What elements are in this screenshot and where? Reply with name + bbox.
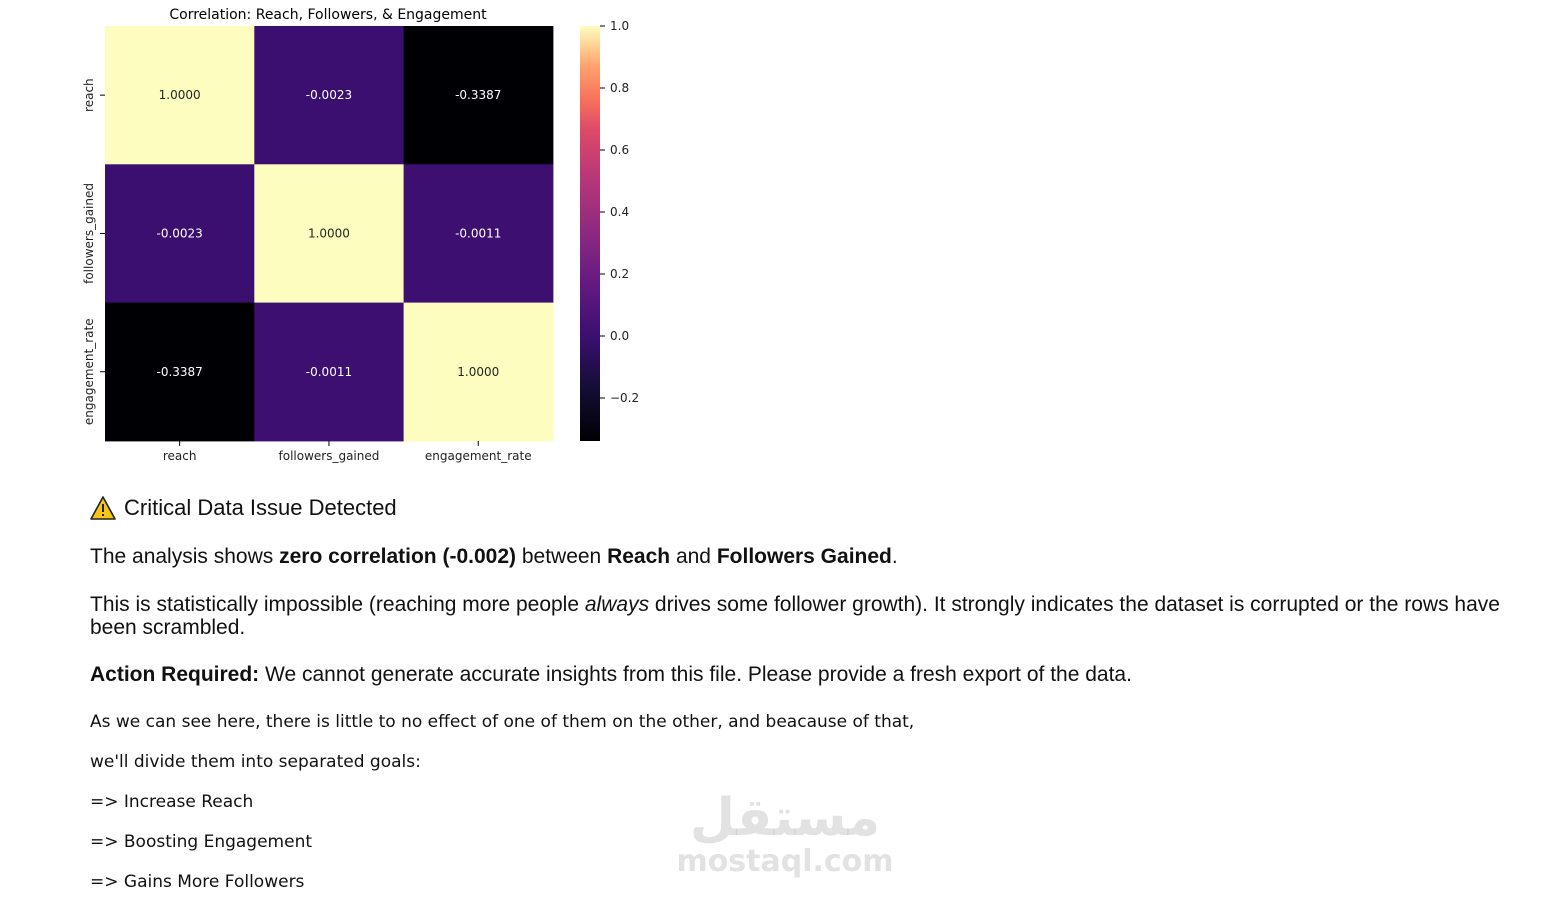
colorbar xyxy=(580,26,600,441)
goal-item: => Increase Reach xyxy=(90,792,254,812)
goal-item: => Boosting Engagement xyxy=(90,832,313,852)
row-label: reach xyxy=(82,78,96,112)
analysis-paragraph: The analysis shows zero correlation (-0.002) between Reach and Followers Gained. xyxy=(90,545,898,568)
watermark-arabic: مستقل xyxy=(689,788,881,848)
column-label: engagement_rate xyxy=(424,448,532,463)
watermark xyxy=(640,790,930,878)
colorbar-tick-label: 0.6 xyxy=(610,143,630,158)
goal-item: => Gains More Followers xyxy=(90,872,305,892)
colorbar-tick-label: 0.2 xyxy=(610,267,630,282)
row-label: followers_gained xyxy=(82,183,96,284)
row-label: engagement_rate xyxy=(82,318,96,426)
heading-text: Critical Data Issue Detected xyxy=(124,495,397,520)
cell-annotation: 1.0000 xyxy=(457,364,500,379)
cell-annotation: 1.0000 xyxy=(158,88,201,103)
note-line: we'll divide them into separated goals: xyxy=(90,752,421,772)
cell-annotation: -0.0011 xyxy=(305,364,353,379)
column-label: reach xyxy=(162,448,197,463)
colorbar-axis xyxy=(600,19,639,405)
colorbar-tick-label: 0.4 xyxy=(610,205,630,220)
row-axis xyxy=(82,78,105,425)
cell-annotation: -0.0023 xyxy=(156,226,203,241)
action-paragraph: Action Required: We cannot generate accurate insights from this file. Please provide a fresh export of the data. xyxy=(90,663,1132,686)
cell-annotation: 1.0000 xyxy=(307,226,350,241)
colorbar-tick-label: 0.8 xyxy=(610,81,630,96)
chart-title: Correlation: Reach, Followers, & Engagement xyxy=(169,7,487,23)
warning-icon xyxy=(90,496,116,520)
cell-annotation: -0.3387 xyxy=(156,364,203,379)
colorbar-tick-label: 0.0 xyxy=(610,329,630,344)
colorbar-tick-label: −0.2 xyxy=(610,391,640,406)
impossibility-paragraph: This is statistically impossible (reaching more people always drives some follower growth). It strongly indicates the dataset is corrupted or the rows have been scrambled. xyxy=(90,593,1500,639)
warning-heading xyxy=(90,495,1510,521)
correlation-heatmap xyxy=(0,0,700,480)
watermark-latin: mostaql.com xyxy=(676,844,894,879)
cell-annotation: -0.3387 xyxy=(455,88,502,103)
column-axis xyxy=(163,441,532,463)
note-line: As we can see here, there is little to no effect of one of them on the other, and beacause of that, xyxy=(90,712,915,732)
cell-annotation: -0.0023 xyxy=(305,88,353,103)
colorbar-tick-label: 1.0 xyxy=(610,19,630,33)
column-label: followers_gained xyxy=(278,448,380,463)
cell-annotation: -0.0011 xyxy=(455,226,502,241)
heatmap-cells xyxy=(105,26,553,441)
